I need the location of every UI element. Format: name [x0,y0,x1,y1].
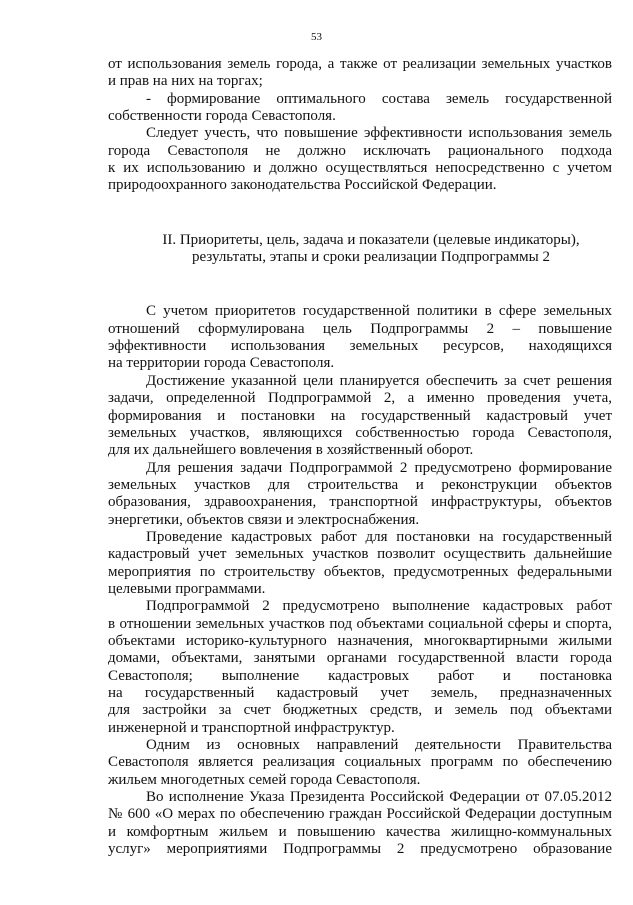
text-line: для их дальнейшего вовлечения в хозяйственный оборот. [108,442,474,459]
text-line: Во исполнение Указа Президента Российской Федерации от 07.05.2012 [146,789,612,806]
text-line: отношений сформулирована цель Подпрограммы 2 – повышение [108,320,612,337]
paragraph [108,460,612,529]
text-line: инженерной и транспортной инфраструктур. [108,719,395,736]
text-line: целевыми программами. [108,580,266,597]
text-line: от использования земель города, а также от реализации земельных участков [108,56,612,72]
text-line: в отношении земельных участков под объектами социальной сферы и спорта, [108,615,612,632]
paragraph [108,125,612,194]
text-line: эффективности использования земельных ресурсов, находящихся [108,338,612,355]
text-line: объектами историко-культурного назначения, многоквартирными жилыми [108,632,612,649]
continuation-paragraph [108,56,612,91]
paragraph [108,373,612,460]
text-line: земельных участков для строительства и реконструкции объектов [108,476,612,493]
page-number: 53 [311,31,322,43]
text-line: образования, здравоохранения, транспортной инфраструктуры, объектов [108,494,612,511]
text-line: для застройки за счет бюджетных средств, и земель под объектами [108,702,612,719]
text-line: домами, объектами, занятыми органами государственной власти города [108,650,612,667]
text-line: Для решения задачи Подпрограммой 2 предусмотрено формирование [146,459,612,476]
text-line: Севастополя; выполнение кадастровых работ и постановка [108,667,612,684]
paragraph [108,529,612,598]
paragraph [108,789,612,858]
text-line: кадастровый учет земельных участков позволит осуществить дальнейшие [108,546,612,563]
section-heading [108,232,612,267]
text-line: энергетики, объектов связи и электроснабжения. [108,511,420,528]
text-line: к их использованию и должно осуществляться непосредственно с учетом [108,160,612,177]
text-line: Севастополя является реализация социальных программ по обеспечению [108,754,612,771]
paragraph [108,598,612,737]
text-line: Проведение кадастровых работ для постановки на государственный [146,528,612,545]
text-line: и комфортным жильем и повышению качества жилищно-коммунальных [108,823,612,840]
page-content [108,56,612,858]
section-heading-line: результаты, этапы и сроки реализации Подпрограммы 2 [192,249,550,266]
text-line: С учетом приоритетов государственной политики в сфере земельных [146,303,612,320]
text-line: и прав на них на торгах; [108,73,263,90]
text-line: № 600 «О мерах по обеспечению граждан Российской Федерации доступным [108,806,612,823]
text-line: услуг» мероприятиями Подпрограммы 2 предусмотрено образование [108,841,612,858]
section-heading-line: II. Приоритеты, цель, задача и показатели (целевые индикаторы), [162,231,580,248]
text-line: города Севастополя не должно исключать рационального подхода [108,142,612,159]
paragraph [108,303,612,372]
dash-list-item [108,91,612,126]
text-line: Одним из основных направлений деятельности Правительства [146,737,612,754]
text-line: формирования и постановки на государственный кадастровый учет [108,407,612,424]
text-line: Следует учесть, что повышение эффективности использования земель [146,125,612,142]
text-line: земельных участков, являющихся собственностью города Севастополя, [108,424,612,441]
text-line: Достижение указанной цели планируется обеспечить за счет решения [146,372,612,389]
text-line: мероприятия по строительству объектов, предусмотренных федеральными [108,563,612,580]
text-line: собственности города Севастополя. [108,108,336,125]
text-line: - формирование оптимального состава земель государственной [146,90,612,107]
text-line: природоохранного законодательства Российской Федерации. [108,177,497,194]
text-line: на территории города Севастополя. [108,355,335,372]
text-line: Подпрограммой 2 предусмотрено выполнение кадастровых работ [146,598,612,615]
text-line: на государственный кадастровый учет земель, предназначенных [108,685,612,701]
text-line: задачи, определенной Подпрограммой 2, а именно проведения учета, [108,390,612,407]
text-line: жильем многодетных семей города Севастополя. [108,771,421,788]
paragraph [108,737,612,789]
